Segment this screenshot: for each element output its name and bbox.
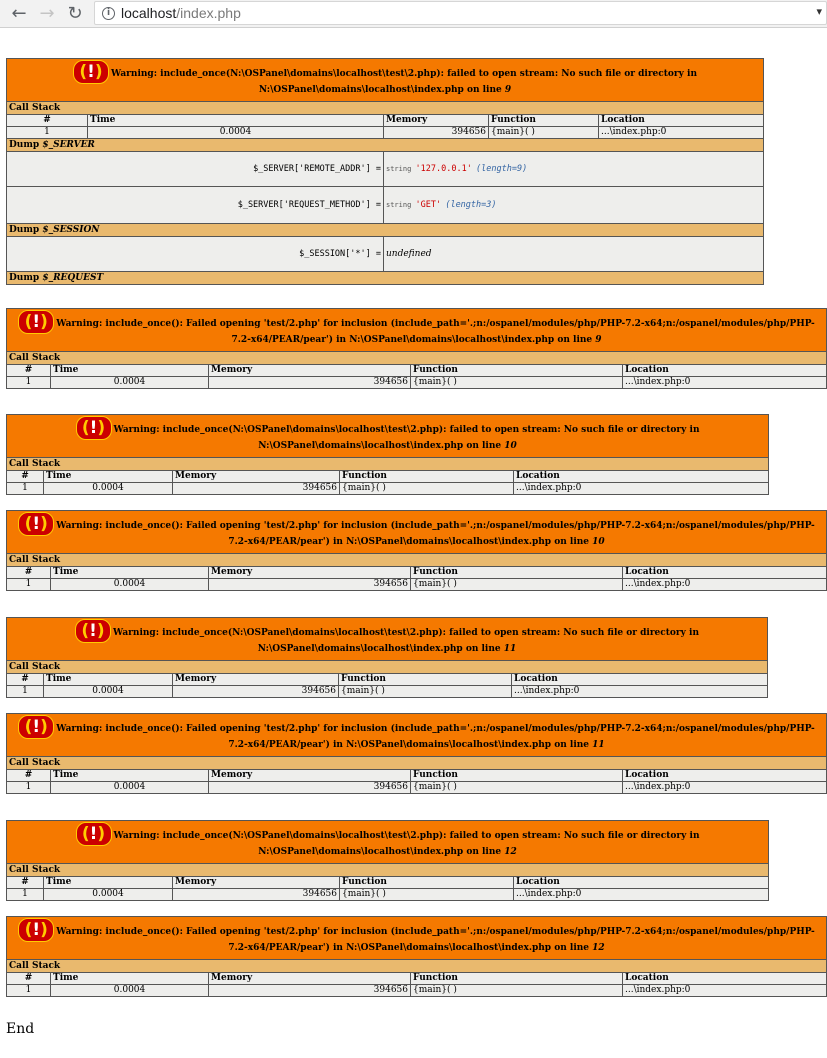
frame-location: ...\index.php:0	[623, 579, 827, 591]
frame-time: 0.0004	[44, 686, 173, 698]
error-header	[7, 59, 764, 102]
frame-memory: 394656	[384, 127, 489, 139]
col-num: #	[7, 365, 51, 377]
info-icon[interactable]: i	[102, 7, 115, 20]
col-num: #	[7, 877, 44, 889]
frame-num: 1	[7, 889, 44, 901]
dump-key: $_SERVER['REMOTE_ADDR'] =	[7, 152, 384, 187]
url-host: localhost	[121, 5, 177, 21]
frame-location: ...\index.php:0	[514, 889, 769, 901]
warning-icon: (!)	[18, 310, 54, 334]
table-row	[7, 377, 827, 389]
error-header	[7, 511, 827, 554]
frame-time: 0.0004	[44, 483, 173, 495]
table-row	[7, 127, 764, 139]
error-header	[7, 309, 827, 352]
call-stack-header: Call Stack	[7, 864, 769, 877]
warning-icon: (!)	[18, 918, 54, 942]
call-stack-columns	[7, 365, 827, 377]
address-bar[interactable]	[94, 1, 827, 25]
dump-row	[7, 187, 764, 224]
frame-memory: 394656	[173, 483, 340, 495]
col-function: Function	[411, 770, 623, 782]
dump-key: $_SESSION['*'] =	[7, 237, 384, 272]
error-block	[6, 510, 827, 591]
error-message: Warning: include_once(N:\OSPanel\domains\localhost\test\2.php): failed to open stream: No such file or directory in N:\OSPanel\domains\localhost\index.php on line	[113, 628, 699, 654]
frame-time: 0.0004	[44, 889, 173, 901]
error-line: 10	[504, 441, 517, 451]
col-memory: Memory	[173, 471, 340, 483]
frame-memory: 394656	[209, 985, 411, 997]
col-location: Location	[599, 115, 764, 127]
col-function: Function	[411, 973, 623, 985]
col-location: Location	[623, 973, 827, 985]
warning-icon: (!)	[18, 512, 54, 536]
url-path: /index.php	[176, 5, 241, 21]
col-num: #	[7, 471, 44, 483]
frame-num: 1	[7, 127, 88, 139]
error-header	[7, 618, 768, 661]
error-block	[6, 414, 769, 495]
error-block	[6, 617, 768, 698]
col-memory: Memory	[209, 567, 411, 579]
frame-function: {main}( )	[411, 985, 623, 997]
col-num: #	[7, 973, 51, 985]
error-line: 10	[592, 537, 605, 547]
dump-key: $_SERVER['REQUEST_METHOD'] =	[7, 187, 384, 224]
call-stack-columns	[7, 115, 764, 127]
col-time: Time	[51, 973, 209, 985]
error-message: Warning: include_once(): Failed opening 'test/2.php' for inclusion (include_path='.;n:/ospanel/modules/php/PHP-7.2-x64;n:/ospanel/modules/php/PHP-7.2-x64/PEAR/pear') in N:\OSPanel\domains\localhost\index.php on line	[56, 927, 815, 953]
col-memory: Memory	[209, 365, 411, 377]
warning-icon: (!)	[75, 619, 111, 643]
dump-request-header: Dump $_REQUEST	[7, 272, 764, 285]
error-message: Warning: include_once(N:\OSPanel\domains\localhost\test\2.php): failed to open stream: No such file or directory in N:\OSPanel\domains\localhost\index.php on line	[111, 69, 697, 95]
warning-icon: (!)	[18, 715, 54, 739]
dump-row	[7, 237, 764, 272]
back-arrow-icon[interactable]: ←	[11, 3, 27, 24]
frame-time: 0.0004	[51, 985, 209, 997]
col-time: Time	[51, 365, 209, 377]
dump-value: string '127.0.0.1' (length=9)	[384, 152, 764, 187]
col-memory: Memory	[209, 973, 411, 985]
dump-row	[7, 152, 764, 187]
frame-num: 1	[7, 579, 51, 591]
col-memory: Memory	[384, 115, 489, 127]
forward-arrow-icon[interactable]: →	[39, 3, 55, 24]
col-time: Time	[44, 674, 173, 686]
frame-function: {main}( )	[339, 686, 512, 698]
reload-icon[interactable]: ↻	[67, 3, 83, 24]
table-row	[7, 483, 769, 495]
frame-location: ...\index.php:0	[512, 686, 768, 698]
error-block	[6, 58, 764, 285]
col-time: Time	[51, 567, 209, 579]
chevron-down-icon[interactable]: ▾	[816, 5, 822, 18]
call-stack-header: Call Stack	[7, 757, 827, 770]
frame-location: ...\index.php:0	[599, 127, 764, 139]
frame-function: {main}( )	[340, 889, 514, 901]
frame-memory: 394656	[209, 579, 411, 591]
table-row	[7, 579, 827, 591]
frame-location: ...\index.php:0	[623, 985, 827, 997]
col-function: Function	[411, 365, 623, 377]
error-message: Warning: include_once(N:\OSPanel\domains\localhost\test\2.php): failed to open stream: No such file or directory in N:\OSPanel\domains\localhost\index.php on line	[113, 425, 700, 451]
error-block	[6, 820, 769, 901]
error-block	[6, 916, 827, 997]
error-header	[7, 415, 769, 458]
call-stack-header: Call Stack	[7, 458, 769, 471]
url-text[interactable]	[121, 5, 241, 21]
warning-icon: (!)	[76, 822, 112, 846]
col-location: Location	[514, 471, 769, 483]
col-num: #	[7, 770, 51, 782]
dump-server-header: Dump $_SERVER	[7, 139, 764, 152]
error-header	[7, 821, 769, 864]
error-line: 9	[595, 335, 602, 345]
frame-location: ...\index.php:0	[623, 782, 827, 794]
col-time: Time	[44, 877, 173, 889]
frame-function: {main}( )	[411, 782, 623, 794]
col-location: Location	[623, 567, 827, 579]
frame-function: {main}( )	[340, 483, 514, 495]
frame-num: 1	[7, 782, 51, 794]
col-time: Time	[88, 115, 384, 127]
col-memory: Memory	[209, 770, 411, 782]
col-function: Function	[340, 471, 514, 483]
frame-num: 1	[7, 686, 44, 698]
frame-memory: 394656	[209, 377, 411, 389]
frame-function: {main}( )	[489, 127, 599, 139]
frame-function: {main}( )	[411, 377, 623, 389]
col-num: #	[7, 567, 51, 579]
error-block	[6, 308, 827, 389]
frame-location: ...\index.php:0	[514, 483, 769, 495]
call-stack-columns	[7, 877, 769, 889]
call-stack-columns	[7, 471, 769, 483]
dump-value: undefined	[384, 237, 764, 272]
error-block	[6, 713, 827, 794]
error-line: 12	[592, 943, 605, 953]
error-line: 12	[504, 847, 517, 857]
error-line: 11	[592, 740, 605, 750]
col-location: Location	[514, 877, 769, 889]
call-stack-columns	[7, 770, 827, 782]
col-location: Location	[623, 365, 827, 377]
call-stack-header: Call Stack	[7, 102, 764, 115]
warning-icon: (!)	[73, 60, 109, 84]
frame-function: {main}( )	[411, 579, 623, 591]
table-row	[7, 686, 768, 698]
frame-time: 0.0004	[51, 782, 209, 794]
frame-location: ...\index.php:0	[623, 377, 827, 389]
error-line: 11	[503, 644, 517, 654]
call-stack-columns	[7, 567, 827, 579]
col-num: #	[7, 115, 88, 127]
error-message: Warning: include_once(N:\OSPanel\domains\localhost\test\2.php): failed to open stream: No such file or directory in N:\OSPanel\domains\localhost\index.php on line	[113, 831, 700, 857]
col-location: Location	[512, 674, 768, 686]
error-header	[7, 917, 827, 960]
error-message: Warning: include_once(): Failed opening 'test/2.php' for inclusion (include_path='.;n:/ospanel/modules/php/PHP-7.2-x64;n:/ospanel/modules/php/PHP-7.2-x64/PEAR/pear') in N:\OSPanel\domains\localhost\index.php on line	[56, 724, 815, 750]
table-row	[7, 782, 827, 794]
frame-memory: 394656	[173, 889, 340, 901]
col-function: Function	[411, 567, 623, 579]
warning-icon: (!)	[76, 416, 112, 440]
frame-num: 1	[7, 483, 44, 495]
error-line: 9	[504, 85, 512, 95]
col-memory: Memory	[173, 877, 340, 889]
dump-value: string 'GET' (length=3)	[384, 187, 764, 224]
frame-time: 0.0004	[51, 377, 209, 389]
call-stack-header: Call Stack	[7, 661, 768, 674]
error-message: Warning: include_once(): Failed opening 'test/2.php' for inclusion (include_path='.;n:/ospanel/modules/php/PHP-7.2-x64;n:/ospanel/modules/php/PHP-7.2-x64/PEAR/pear') in N:\OSPanel\domains\localhost\index.php on line	[56, 521, 815, 547]
col-time: Time	[51, 770, 209, 782]
end-text: End	[6, 1021, 35, 1037]
call-stack-columns	[7, 674, 768, 686]
col-num: #	[7, 674, 44, 686]
col-function: Function	[489, 115, 599, 127]
browser-toolbar	[0, 0, 827, 28]
frame-memory: 394656	[173, 686, 339, 698]
col-time: Time	[44, 471, 173, 483]
frame-num: 1	[7, 985, 51, 997]
call-stack-header: Call Stack	[7, 960, 827, 973]
frame-memory: 394656	[209, 782, 411, 794]
table-row	[7, 985, 827, 997]
error-header	[7, 714, 827, 757]
call-stack-header: Call Stack	[7, 554, 827, 567]
call-stack-header: Call Stack	[7, 352, 827, 365]
dump-session-header: Dump $_SESSION	[7, 224, 764, 237]
col-memory: Memory	[173, 674, 339, 686]
col-location: Location	[623, 770, 827, 782]
call-stack-columns	[7, 973, 827, 985]
col-function: Function	[339, 674, 512, 686]
col-function: Function	[340, 877, 514, 889]
error-message: Warning: include_once(): Failed opening 'test/2.php' for inclusion (include_path='.;n:/ospanel/modules/php/PHP-7.2-x64;n:/ospanel/modules/php/PHP-7.2-x64/PEAR/pear') in N:\OSPanel\domains\localhost\index.php on line	[56, 319, 815, 345]
frame-time: 0.0004	[51, 579, 209, 591]
table-row	[7, 889, 769, 901]
frame-num: 1	[7, 377, 51, 389]
frame-time: 0.0004	[88, 127, 384, 139]
